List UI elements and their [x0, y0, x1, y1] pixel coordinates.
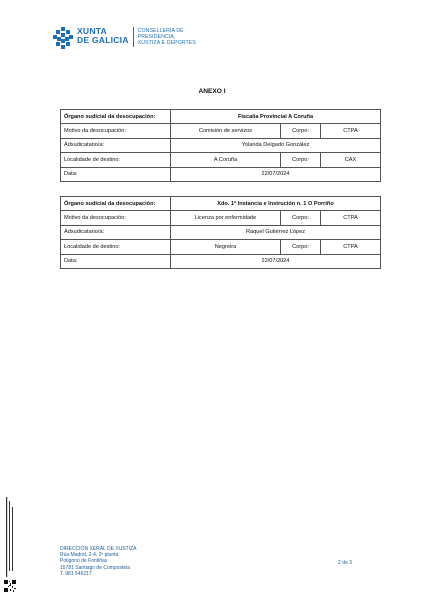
corpo-label: Corpo:	[281, 124, 321, 138]
adxudicatario-label: Adxudicatario/a:	[61, 138, 171, 152]
motivo-label: Motivo da desocupación:	[61, 124, 171, 138]
footer-address	[60, 546, 137, 577]
conselleria-name	[138, 28, 196, 46]
conselleria-line-3: XUSTIZA E DEPORTES	[137, 40, 196, 46]
motivo-label: Motivo da desocupación:	[61, 211, 171, 225]
logo-line-2: DE GALICIA	[77, 35, 129, 45]
footer-area: Polígono de Fontiñas	[60, 558, 108, 565]
corpo-value: CTPA	[321, 124, 381, 138]
corpo-value: CTPA	[321, 240, 381, 254]
localidade-label: Localidade de destino:	[61, 153, 171, 167]
table-row	[61, 225, 381, 239]
table-row	[61, 211, 381, 225]
assignment-table-2	[60, 196, 381, 269]
verification-strip	[4, 497, 16, 579]
assignment-table-1	[60, 109, 381, 182]
document-title: ANEXO I	[198, 88, 226, 95]
table-row	[61, 110, 381, 124]
table-row	[61, 124, 381, 138]
table-row	[61, 254, 381, 268]
localidade-value: Negreira	[171, 240, 281, 254]
logo-wordmark	[77, 27, 129, 45]
organ-label: Órgano xudicial da desocupación:	[61, 197, 171, 211]
conselleria-line-2: PRESIDENCIA,	[137, 34, 176, 40]
corpo-label: Corpo:	[281, 211, 321, 225]
table-row	[61, 240, 381, 254]
corpo-label: Corpo:	[281, 240, 321, 254]
footer-organization: DIRECCIÓN XERAL DE XUSTIZA	[60, 546, 137, 552]
table-row	[61, 167, 381, 181]
footer-street: Rúa Madrid, 2-4, 2ª planta	[60, 552, 119, 559]
xunta-logo	[53, 27, 196, 49]
organ-value: Xdo. 1ª Instancia e Instrución n. 1 O Porriño	[171, 197, 381, 211]
motivo-value: Comisión de servizos	[171, 124, 281, 138]
footer-city: 15781 Santiago de Compostela	[60, 564, 131, 571]
data-value: 22/07/2024	[171, 254, 381, 268]
organ-value: Fiscalía Provincial A Coruña	[171, 110, 381, 124]
motivo-value: Licenza por enfermidade	[171, 211, 281, 225]
xunta-cross-icon	[53, 27, 73, 49]
logo-divider	[133, 27, 134, 47]
adxudicatario-label: Adxudicatario/a:	[61, 225, 171, 239]
conselleria-line-1: CONSELLERÍA DE	[137, 28, 184, 34]
data-value: 22/07/2024	[171, 167, 381, 181]
localidade-label: Localidade de destino:	[61, 240, 171, 254]
organ-label: Órgano xudicial da desocupación:	[61, 110, 171, 124]
data-label: Data:	[61, 254, 171, 268]
qr-code-icon	[4, 580, 16, 592]
localidade-value: A Coruña	[171, 153, 281, 167]
data-label: Data:	[61, 167, 171, 181]
table-row	[61, 138, 381, 152]
adxudicatario-value: Raquel Gutiérrez López	[171, 225, 381, 239]
adxudicatario-value: Yolanda Delgado González	[171, 138, 381, 152]
table-row	[61, 197, 381, 211]
corpo-label: Corpo:	[281, 153, 321, 167]
corpo-value: CAX	[321, 153, 381, 167]
page-number: 2 de 3	[338, 560, 352, 566]
footer-phone: T. 981 546217	[60, 570, 92, 577]
corpo-value: CTPA	[321, 211, 381, 225]
table-row	[61, 153, 381, 167]
logo-line-1: XUNTA	[77, 26, 107, 36]
